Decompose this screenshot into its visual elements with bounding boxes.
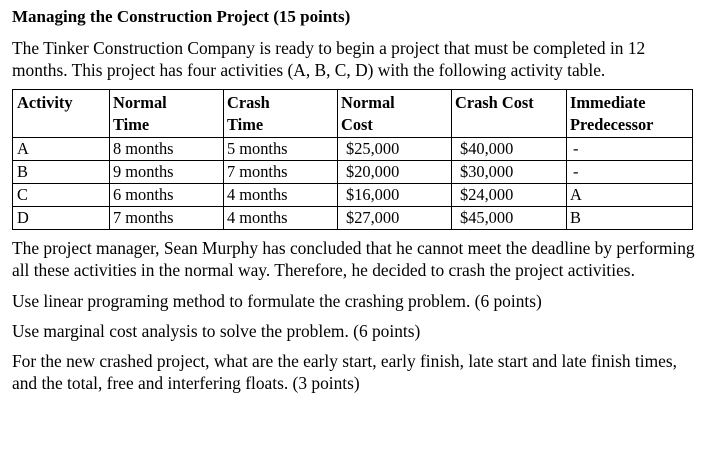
cell-normal-time: 7 months xyxy=(110,207,224,230)
cell-normal-cost: $27,000 xyxy=(338,207,452,230)
header-crash-cost xyxy=(452,90,567,138)
cell-crash-time: 4 months xyxy=(224,184,338,207)
cell-normal-cost: $16,000 xyxy=(338,184,452,207)
cell-predecessor: A xyxy=(567,184,693,207)
header-normal-cost-line1: Normal xyxy=(341,93,395,112)
cell-crash-cost: $45,000 xyxy=(452,207,567,230)
cell-activity: B xyxy=(13,161,110,184)
header-immediate-predecessor xyxy=(567,90,693,138)
header-normal-cost-line2: Cost xyxy=(341,115,373,134)
header-predecessor-line1: Immediate xyxy=(570,93,646,112)
cell-crash-time: 7 months xyxy=(224,161,338,184)
manager-paragraph: The project manager, Sean Murphy has concluded that he cannot meet the deadline by performing all these activities in the normal way. Therefore, he decided to crash the project activities. xyxy=(12,238,695,280)
cell-predecessor: B xyxy=(567,207,693,230)
cell-normal-time: 9 months xyxy=(110,161,224,184)
question-linear-programming: Use linear programing method to formulate the crashing problem. (6 points) xyxy=(12,291,542,311)
cell-crash-cost: $24,000 xyxy=(452,184,567,207)
cell-activity: D xyxy=(13,207,110,230)
header-normal-time-line1: Normal xyxy=(113,93,167,112)
header-predecessor-line2: Predecessor xyxy=(570,115,654,134)
table-header-row xyxy=(13,90,693,138)
cell-crash-time: 4 months xyxy=(224,207,338,230)
cell-predecessor: - xyxy=(567,161,693,184)
header-activity-label: Activity xyxy=(17,93,73,112)
document-page xyxy=(12,6,696,394)
cell-crash-time: 5 months xyxy=(224,138,338,161)
intro-paragraph: The Tinker Construction Company is ready to begin a project that must be completed in 12 months. This project has four activities (A, B, C, D) with the following activity table. xyxy=(12,38,646,80)
cell-normal-time: 8 months xyxy=(110,138,224,161)
table-row xyxy=(13,161,693,184)
cell-predecessor: - xyxy=(567,138,693,161)
document-title: Managing the Construction Project (15 points) xyxy=(12,7,351,26)
cell-normal-cost: $25,000 xyxy=(338,138,452,161)
header-normal-time-line2: Time xyxy=(113,115,150,134)
cell-activity: C xyxy=(13,184,110,207)
header-normal-time xyxy=(110,90,224,138)
header-crash-cost-label: Crash Cost xyxy=(455,93,534,112)
header-activity xyxy=(13,90,110,138)
cell-activity: A xyxy=(13,138,110,161)
table-row xyxy=(13,207,693,230)
header-crash-time-line1: Crash xyxy=(227,93,270,112)
cell-crash-cost: $40,000 xyxy=(452,138,567,161)
header-crash-time-line2: Time xyxy=(227,115,264,134)
cell-crash-cost: $30,000 xyxy=(452,161,567,184)
table-row xyxy=(13,184,693,207)
cell-normal-cost: $20,000 xyxy=(338,161,452,184)
header-normal-cost xyxy=(338,90,452,138)
header-crash-time xyxy=(224,90,338,138)
question-crashed-times: For the new crashed project, what are the early start, early finish, late start and late finish times, and the total, free and interfering floats. (3 points) xyxy=(12,351,677,393)
table-row xyxy=(13,138,693,161)
cell-normal-time: 6 months xyxy=(110,184,224,207)
activity-table xyxy=(12,89,693,230)
question-marginal-cost: Use marginal cost analysis to solve the problem. (6 points) xyxy=(12,321,421,341)
